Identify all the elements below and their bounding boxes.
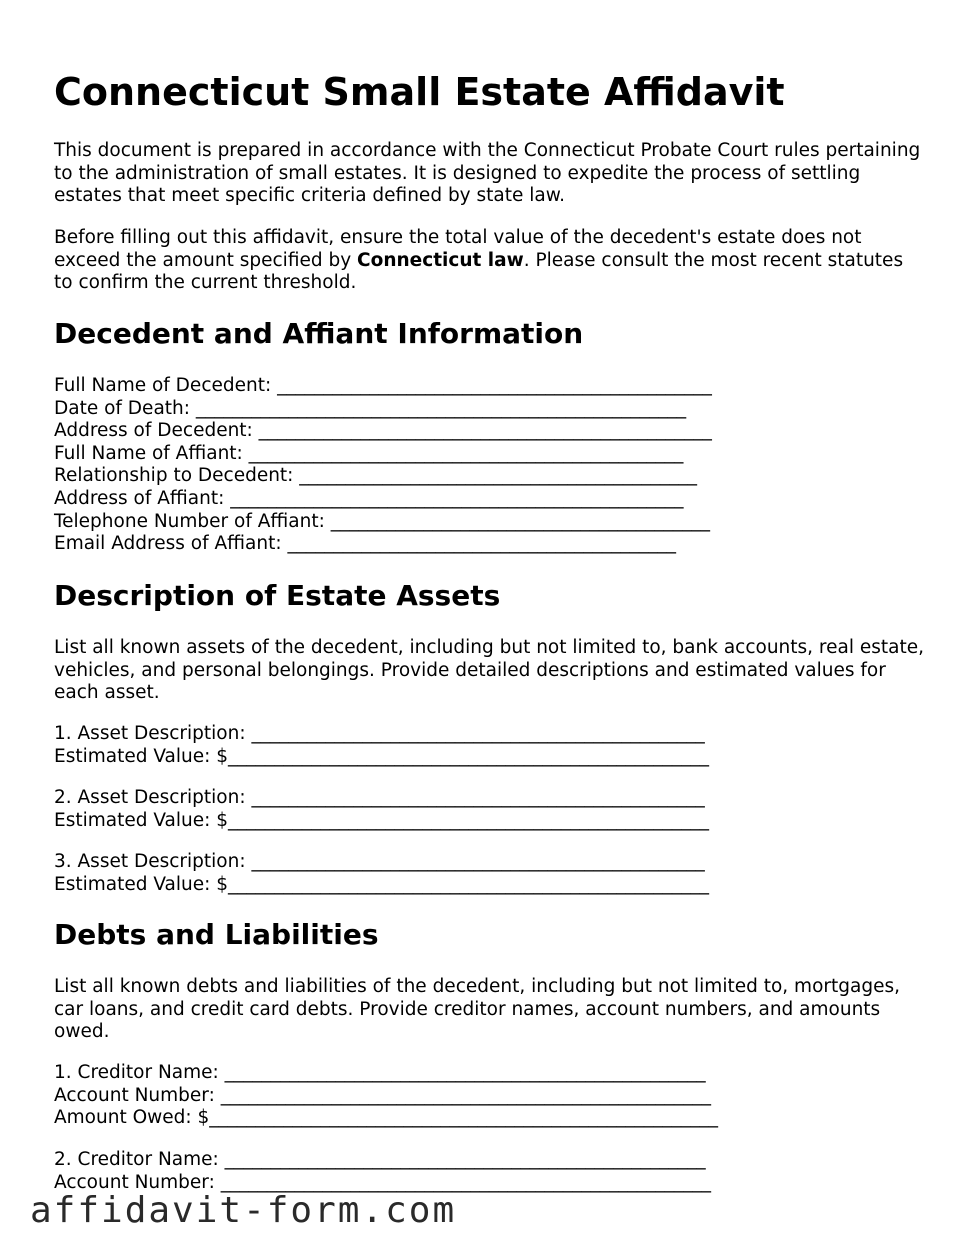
intro-paragraph-2	[54, 227, 924, 295]
creditor-1-block	[54, 1062, 718, 1130]
field-label: Full Name of Decedent:	[54, 375, 278, 396]
field-label: Account Number:	[54, 1171, 221, 1193]
creditor-1-name-field[interactable]	[54, 1062, 718, 1085]
field-blank[interactable]: _________________________________________________	[251, 787, 705, 808]
field-blank[interactable]: ____________________________________________________	[224, 1149, 706, 1170]
field-blank[interactable]: __________________________________________	[287, 533, 676, 555]
field-label: Estimated Value: $	[54, 873, 229, 895]
field-label: Address of Affiant:	[54, 487, 231, 509]
creditor-1-amount-field[interactable]	[54, 1107, 718, 1130]
field-blank[interactable]: _______________________________________________________	[209, 1107, 719, 1129]
intro-paragraph-1: This document is prepared in accordance with the Connecticut Probate Court rules pertaining to the administration of small estates. It is designed to expedite the process of settling estates that meet specific criteria defined by state law.	[54, 140, 921, 206]
field-label: Estimated Value: $	[54, 745, 229, 767]
asset-3-block	[54, 851, 709, 896]
asset-1-value-field[interactable]	[54, 746, 709, 769]
field-label: Full Name of Affiant:	[54, 442, 249, 464]
field-blank[interactable]: _________________________________________________	[251, 723, 705, 744]
field-blank[interactable]: _____________________________________________________	[220, 1084, 711, 1106]
creditor-2-block	[54, 1149, 711, 1194]
intro-text-before: Before filling out this affidavit, ensure the total value of the decedent's estate does not exceed the amount specified by	[54, 227, 862, 271]
affiant-telephone-field[interactable]	[54, 511, 712, 534]
site-watermark: affidavit-form.com	[30, 1190, 457, 1231]
date-of-death-field[interactable]	[54, 398, 712, 421]
asset-1-description-field[interactable]	[54, 723, 709, 746]
field-label: Account Number:	[54, 1084, 221, 1106]
field-label: 2. Asset Description:	[54, 787, 252, 808]
affiant-email-field[interactable]	[54, 533, 712, 556]
field-blank[interactable]: ____________________________________________________	[228, 809, 710, 831]
debts-section-heading: Debts and Liabilities	[54, 918, 379, 951]
debts-description: List all known debts and liabilities of the decedent, including but not limited to, mortgages, car loans, and credit card debts. Provide creditor names, account numbers, and amounts owed.	[54, 976, 900, 1042]
field-blank[interactable]: _______________________________________________	[248, 442, 684, 464]
field-blank[interactable]: _________________________________________________	[230, 487, 684, 509]
field-label: 3. Asset Description:	[54, 851, 252, 872]
decedent-address-field[interactable]	[54, 420, 712, 443]
assets-section-heading: Description of Estate Assets	[54, 579, 501, 612]
field-blank[interactable]: ____________________________________________________	[224, 1062, 706, 1083]
affiant-address-field[interactable]	[54, 488, 712, 511]
assets-description: List all known assets of the decedent, including but not limited to, bank accounts, real estate, vehicles, and personal belongings. Provide detailed descriptions and estimated values for each asset.	[54, 637, 924, 703]
field-label: Estimated Value: $	[54, 809, 229, 831]
decedent-affiant-fields	[54, 375, 712, 556]
field-label: 1. Asset Description:	[54, 723, 252, 744]
field-blank[interactable]: _________________________________________________	[258, 420, 712, 442]
field-blank[interactable]: ____________________________________________________	[228, 745, 710, 767]
asset-1-block	[54, 723, 709, 768]
field-blank[interactable]: _______________________________________________	[277, 375, 712, 396]
decedent-section-heading: Decedent and Affiant Information	[54, 317, 584, 350]
relationship-field[interactable]	[54, 465, 712, 488]
asset-3-description-field[interactable]	[54, 851, 709, 874]
field-blank[interactable]: _________________________________________________	[251, 851, 705, 872]
asset-2-description-field[interactable]	[54, 787, 709, 810]
field-blank[interactable]: ___________________________________________	[299, 465, 698, 487]
field-blank[interactable]: _____________________________________________________	[220, 1171, 711, 1193]
decedent-name-field[interactable]	[54, 375, 712, 398]
field-label: Address of Decedent:	[54, 420, 259, 442]
field-label: Relationship to Decedent:	[54, 465, 300, 487]
field-label: Email Address of Affiant:	[54, 533, 288, 555]
field-blank[interactable]: _____________________________________________________	[195, 397, 687, 419]
asset-2-value-field[interactable]	[54, 810, 709, 833]
field-label: 2. Creditor Name:	[54, 1149, 225, 1170]
field-label: Telephone Number of Affiant:	[54, 510, 331, 532]
asset-2-block	[54, 787, 709, 832]
page-title: Connecticut Small Estate Affidavit	[54, 70, 785, 114]
connecticut-law-emphasis: Connecticut law	[357, 249, 524, 271]
field-label: Date of Death:	[54, 397, 196, 419]
creditor-1-account-field[interactable]	[54, 1085, 718, 1108]
affiant-name-field[interactable]	[54, 443, 712, 466]
intro-text-after: . Please consult the most recent statutes to confirm the current threshold.	[54, 249, 904, 293]
creditor-2-name-field[interactable]	[54, 1149, 711, 1172]
field-blank[interactable]: _________________________________________	[330, 510, 710, 532]
field-label: Amount Owed: $	[54, 1107, 210, 1129]
asset-3-value-field[interactable]	[54, 874, 709, 897]
field-blank[interactable]: ____________________________________________________	[228, 873, 710, 895]
field-label: 1. Creditor Name:	[54, 1062, 225, 1083]
